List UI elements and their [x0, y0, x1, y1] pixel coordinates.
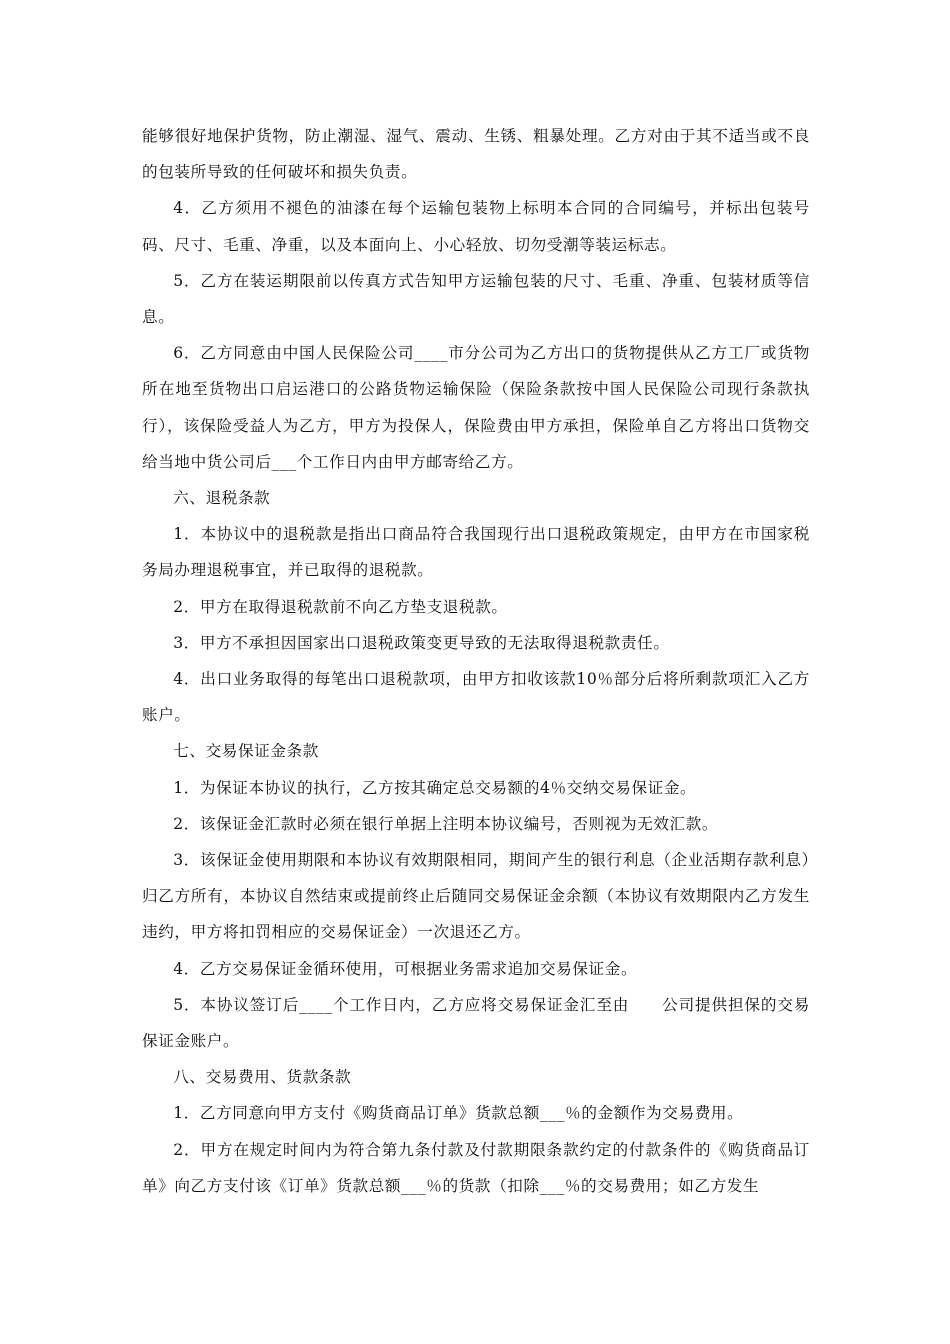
document-body — [142, 118, 810, 1204]
paragraph-deposit-item-1: 1．为保证本协议的执行，乙方按其确定总交易额的4％交纳交易保证金。 — [173, 778, 697, 797]
paragraph-tax-item-3: 3．甲方不承担因国家出口退税政策变更导致的无法取得退税款责任。 — [173, 633, 670, 652]
section-heading-tax-refund: 六、退税条款 — [173, 489, 271, 508]
paragraph-deposit-item-2: 2．该保证金汇款时必须在银行单据上注明本协议编号，否则视为无效汇款。 — [173, 814, 719, 833]
section-heading-deposit: 七、交易保证金条款 — [173, 742, 319, 761]
paragraph-item-4-marking: 4．乙方须用不褪色的油漆在每个运输包装物上标明本合同的合同编号，并标出包装号码、尺寸、毛重、净重，以及本面向上、小心轻放、切勿受潮等装运标志。 — [142, 199, 810, 254]
paragraph-fees-item-2: 2．甲方在规定时间内为符合第九条付款及付款期限条款约定的付款条件的《购货商品订单》向乙方支付该《订单》货款总额___％的货款（扣除___％的交易费用；如乙方发生 — [142, 1140, 810, 1195]
paragraph-deposit-item-4: 4．乙方交易保证金循环使用，可根据业务需求追加交易保证金。 — [173, 959, 638, 978]
paragraph-deposit-item-3: 3．该保证金使用期限和本协议有效期限相同，期间产生的银行利息（企业活期存款利息）归乙方所有，本协议自然结束或提前终止后随同交易保证金余额（本协议有效期限内乙方发生违约，甲方将扣罚相应的交易保证金）一次退还乙方。 — [142, 851, 810, 942]
paragraph-item-6-insurance: 6．乙方同意由中国人民保险公司____市分公司为乙方出口的货物提供从乙方工厂或货物所在地至货物出口启运港口的公路货物运输保险（保险条款按中国人民保险公司现行条款执行），该保险受益人为乙方，甲方为投保人，保险费由甲方承担，保险单自乙方将出口货物交给当地中货公司后___个工作日内由甲方邮寄给乙方。 — [142, 344, 810, 471]
paragraph-packaging-continuation: 能够很好地保护货物，防止潮湿、湿气、震动、生锈、粗暴处理。乙方对由于其不适当或不良的包装所导致的任何破坏和损失负责。 — [142, 127, 810, 182]
paragraph-fees-item-1: 1．乙方同意向甲方支付《购货商品订单》货款总额___％的金额作为交易费用。 — [173, 1104, 744, 1123]
paragraph-tax-item-4: 4．出口业务取得的每笔出口退税款项，由甲方扣收该款10％部分后将所剩款项汇入乙方账户。 — [142, 670, 810, 725]
paragraph-tax-item-2: 2．甲方在取得退税款前不向乙方垫支退税款。 — [173, 597, 508, 616]
section-heading-fees-payment: 八、交易费用、货款条款 — [173, 1068, 352, 1087]
paragraph-tax-item-1: 1．本协议中的退税款是指出口商品符合我国现行出口退税政策规定，由甲方在市国家税务局办理退税事宜，并已取得的退税款。 — [142, 525, 810, 580]
paragraph-item-5-fax-notice: 5．乙方在装运期限前以传真方式告知甲方运输包装的尺寸、毛重、净重、包装材质等信息。 — [142, 271, 810, 327]
paragraph-deposit-item-5: 5．本协议签订后____个工作日内，乙方应将交易保证金汇至由 公司提供担保的交易保证金账户。 — [142, 995, 810, 1051]
